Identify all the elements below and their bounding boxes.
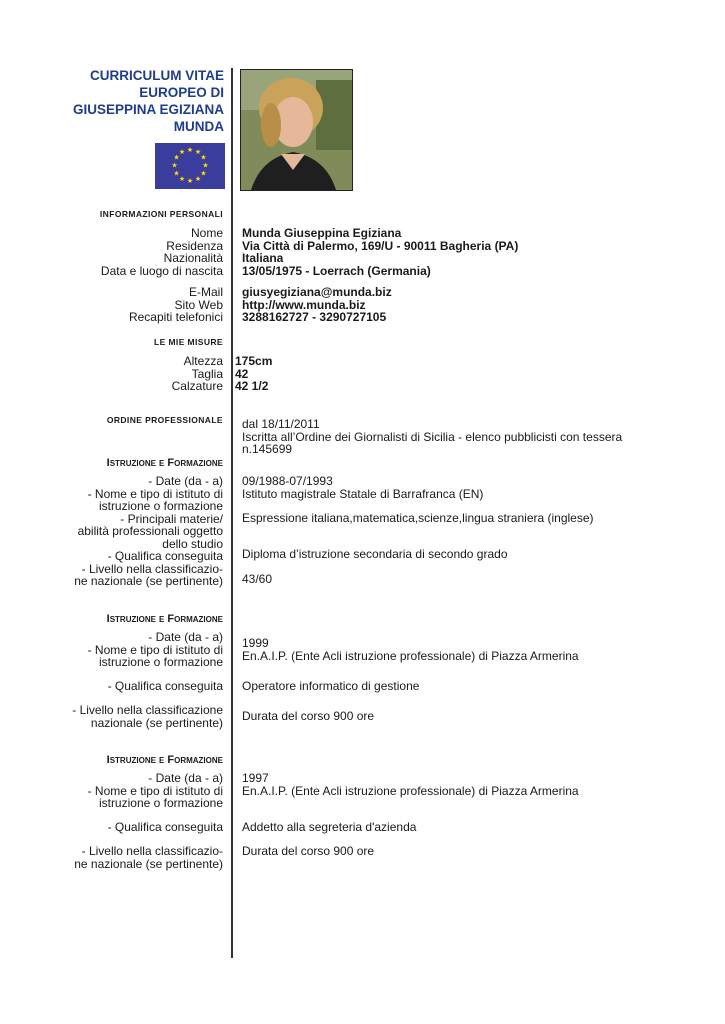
edu-label: - Date (da - a): [148, 474, 223, 488]
title-line: GIUSEPPINA EGIZIANA: [72, 102, 224, 117]
edu-label: abilità professionali oggetto: [77, 524, 223, 538]
value-nazionalita: Italiana: [242, 251, 284, 265]
svg-text:★: ★: [171, 161, 178, 170]
svg-text:★: ★: [173, 153, 180, 162]
edu1-labels: [74, 475, 223, 588]
edu3-labels: [88, 772, 223, 810]
email-link[interactable]: giusyegiziana@munda.biz: [242, 285, 392, 299]
svg-text:★: ★: [202, 161, 209, 170]
value-telefoni: 3288162727 - 3290727105: [242, 310, 387, 324]
website-link[interactable]: http://www.munda.biz: [242, 297, 366, 312]
label-altezza: Altezza: [183, 354, 223, 368]
edu-date: 1997: [242, 771, 269, 785]
label-residenza: Residenza: [166, 238, 223, 253]
measures-labels: [172, 355, 223, 393]
ordine-desc: Iscritta all’Ordine dei Giornalisti di Sicilia - elenco pubblicisti con tessera: [242, 429, 623, 444]
label-nazionalita: Nazionalità: [163, 251, 223, 265]
edu-label: - Livello nella classificazio-: [81, 844, 223, 858]
personal-values: [242, 227, 518, 277]
contact-labels: [129, 286, 223, 324]
page-title: [40, 67, 224, 135]
edu-label: - Nome e tipo di istituto di: [87, 783, 223, 798]
edu-label: istruzione o formazione: [98, 499, 223, 513]
section-education: Istruzione e Formazione: [106, 754, 223, 766]
edu-istituto: Istituto magistrale Statale di Barrafranca (EN): [242, 486, 484, 501]
label-calzature: Calzature: [171, 379, 223, 393]
column-divider: [231, 68, 233, 958]
ordine-tessera: n.145699: [242, 442, 293, 456]
value-nome: Munda Giuseppina Egiziana: [242, 226, 402, 240]
ordine-date: dal 18/11/2011: [242, 417, 320, 431]
edu-label: nazionale (se pertinente): [90, 715, 223, 730]
ordine-values: [242, 418, 622, 456]
edu3-date: [242, 772, 579, 797]
label-nascita: Data e luogo di nascita: [100, 263, 223, 278]
eu-flag-logo: [155, 143, 225, 189]
edu-label: - Livello nella classificazione: [72, 703, 223, 717]
edu2-label-livello: [72, 704, 223, 729]
personal-labels: [101, 227, 223, 277]
label-telefoni: Recapiti telefonici: [128, 310, 223, 324]
svg-text:★: ★: [173, 169, 180, 178]
edu1-date: [242, 475, 483, 500]
edu3-livello: Durata del corso 900 ore: [242, 844, 375, 858]
edu2-qualifica: Operatore informatico di gestione: [242, 679, 420, 693]
title-line: CURRICULUM VITAE: [90, 68, 224, 83]
edu2-label-qualifica: - Qualifica conseguita: [107, 679, 223, 693]
edu-label: - Nome e tipo di istituto di: [87, 642, 223, 657]
title-line: MUNDA: [173, 119, 224, 134]
edu-label: - Date (da - a): [148, 771, 223, 785]
edu1-livello: 43/60: [242, 572, 273, 586]
section-education: Istruzione e Formazione: [106, 457, 223, 469]
label-nome: Nome: [190, 226, 223, 240]
edu3-qualifica: Addetto alla segreteria d'azienda: [242, 820, 417, 834]
edu3-label-livello: [74, 845, 223, 870]
label-email: E-Mail: [188, 285, 223, 299]
svg-text:★: ★: [194, 148, 202, 156]
edu-label: - Nome e tipo di istituto di: [87, 486, 223, 501]
measures-values: [235, 355, 272, 393]
section-ordine: ORDINE PROFESSIONALE: [106, 415, 223, 425]
edu-label: ne nazionale (se pertinente): [74, 856, 223, 871]
value-taglia: 42: [235, 366, 249, 381]
edu-label: istruzione o formazione: [98, 796, 223, 810]
edu-date: 09/1988-07/1993: [242, 474, 333, 488]
edu1-materie: Espressione italiana,matematica,scienze,lingua straniera (inglese): [242, 511, 594, 525]
edu-label: - Principali materie/: [120, 511, 223, 526]
edu3-label-qualifica: - Qualifica conseguita: [107, 820, 223, 834]
label-taglia: Taglia: [191, 366, 223, 381]
edu-istituto: En.A.I.P. (Ente Acli istruzione professionale) di Piazza Armerina: [242, 783, 579, 798]
value-nascita: 13/05/1975 - Loerrach (Germania): [242, 263, 431, 278]
svg-text:★: ★: [178, 175, 186, 183]
svg-text:★: ★: [200, 169, 207, 178]
svg-text:★: ★: [200, 153, 207, 162]
value-calzature: 42 1/2: [235, 379, 269, 393]
value-residenza: Via Città di Palermo, 169/U - 90011 Bagheria (PA): [242, 238, 519, 253]
contact-values: [242, 286, 392, 324]
value-altezza: 175cm: [235, 354, 273, 368]
svg-text:★: ★: [194, 175, 202, 183]
edu-date: 1999: [242, 636, 269, 650]
section-measures: LE MIE MISURE: [154, 337, 223, 347]
edu-label: - Livello nella classificazio-: [81, 561, 223, 576]
edu-label: ne nazionale (se pertinente): [74, 574, 223, 588]
edu-label: dello studio: [162, 536, 223, 551]
edu2-livello: Durata del corso 900 ore: [242, 709, 375, 723]
label-sito-web: Sito Web: [174, 297, 223, 312]
edu-label: - Qualifica conseguita: [107, 549, 223, 563]
section-personal-info: INFORMAZIONI PERSONALI: [99, 209, 223, 219]
svg-text:★: ★: [178, 148, 186, 156]
edu1-qualifica: Diploma d’istruzione secondaria di secondo grado: [242, 547, 508, 561]
edu-label: - Date (da - a): [148, 630, 223, 644]
svg-text:★: ★: [186, 177, 194, 185]
edu2-labels: [88, 631, 223, 669]
profile-photo: [240, 69, 353, 191]
edu2-date: [242, 637, 579, 662]
edu-istituto: En.A.I.P. (Ente Acli istruzione professionale) di Piazza Armerina: [242, 648, 579, 663]
section-education: Istruzione e Formazione: [106, 613, 223, 625]
title-line: EUROPEO DI: [139, 85, 224, 100]
svg-text:★: ★: [186, 146, 194, 154]
edu-label: istruzione o formazione: [98, 655, 223, 669]
